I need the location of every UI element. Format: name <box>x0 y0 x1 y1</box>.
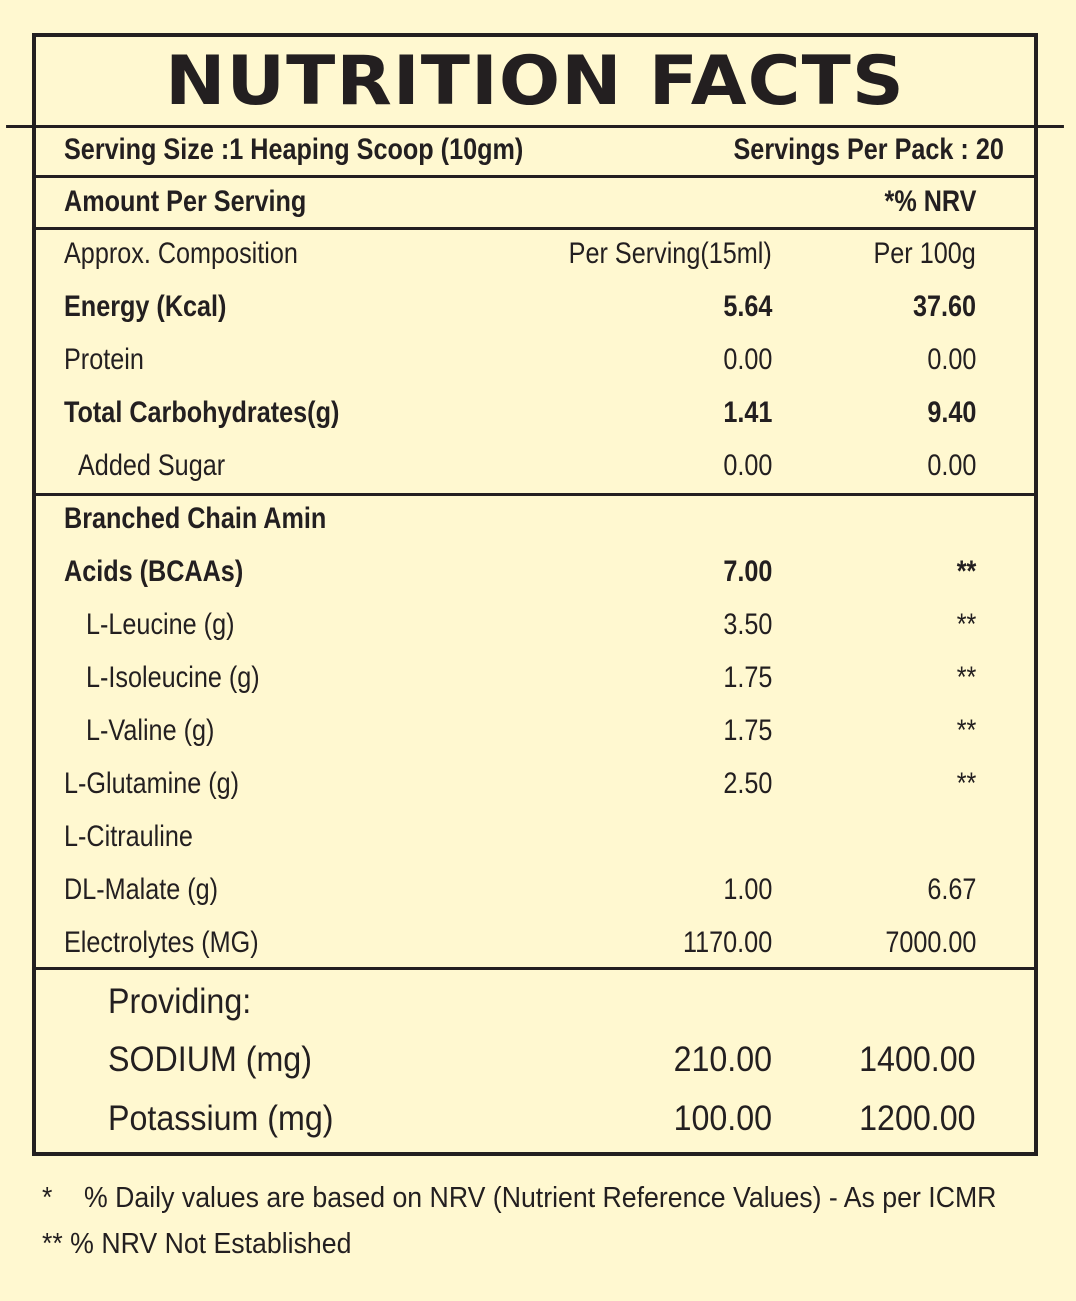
row-per-serving: 1.41 <box>722 396 772 429</box>
row-name: Acids (BCAAs) <box>64 555 244 588</box>
footnote-nrv-basis: % Daily values are based on NRV (Nutrient Reference Values) - As per ICMR <box>84 1182 997 1214</box>
column-header-per-serving: Per Serving(15ml) <box>568 237 772 270</box>
row-per-100g: 0.00 <box>926 343 976 376</box>
row-name: Potassium (mg) <box>108 1099 334 1138</box>
row-per-100g: 37.60 <box>912 290 976 323</box>
row-name: DL-Malate (g) <box>64 873 219 906</box>
row-name: L-Glutamine (g) <box>64 767 240 800</box>
providing-label: Providing: <box>108 982 252 1021</box>
row-per-100g: 0.00 <box>926 449 976 482</box>
row-per-100g: 7000.00 <box>884 926 976 959</box>
row-name: Total Carbohydrates(g) <box>64 396 340 429</box>
row-name: L-Isoleucine (g) <box>86 661 260 694</box>
row-per-serving: 1.75 <box>722 661 772 694</box>
row-per-100g: ** <box>956 555 976 588</box>
row-per-serving: 5.64 <box>722 290 772 323</box>
row-per-serving: 210.00 <box>673 1040 772 1079</box>
column-header-composition: Approx. Composition <box>64 237 298 270</box>
row-name: Energy (Kcal) <box>64 290 227 323</box>
row-per-100g: 6.67 <box>926 873 976 906</box>
nrv-header: *% NRV <box>884 185 976 218</box>
section-divider <box>36 493 1034 496</box>
row-name: Branched Chain Amin <box>64 502 327 535</box>
section-divider <box>36 967 1034 970</box>
serving-info-row <box>36 128 1034 178</box>
row-per-100g: ** <box>956 767 976 800</box>
footnote-star-mark: * <box>42 1182 53 1214</box>
row-per-serving: 1.75 <box>722 714 772 747</box>
row-name: L-Valine (g) <box>86 714 215 747</box>
row-per-serving: 2.50 <box>722 767 772 800</box>
row-per-serving: 0.00 <box>722 343 772 376</box>
row-per-serving: 1170.00 <box>682 926 772 959</box>
row-per-serving: 1.00 <box>722 873 772 906</box>
footnote-nrv-not-established: ** % NRV Not Established <box>42 1228 352 1260</box>
row-per-serving: 7.00 <box>722 555 772 588</box>
row-per-100g: ** <box>956 661 976 694</box>
row-per-serving: 0.00 <box>722 449 772 482</box>
row-per-100g: 1400.00 <box>859 1040 976 1079</box>
row-name: L-Citrauline <box>64 820 193 853</box>
row-name: L-Leucine (g) <box>86 608 235 641</box>
column-header-per-100g: Per 100g <box>873 237 976 270</box>
row-per-serving: 100.00 <box>673 1099 772 1138</box>
row-name: Electrolytes (MG) <box>64 926 259 959</box>
servings-per-pack: Servings Per Pack : 20 <box>733 133 1004 166</box>
row-name: Added Sugar <box>78 449 226 482</box>
amount-per-serving-label: Amount Per Serving <box>64 185 307 218</box>
serving-size: Serving Size :1 Heaping Scoop (10gm) <box>64 133 524 166</box>
row-per-100g: 1200.00 <box>859 1099 976 1138</box>
row-name: Protein <box>64 343 144 376</box>
row-per-100g: ** <box>956 714 976 747</box>
row-name: SODIUM (mg) <box>108 1040 312 1079</box>
nutrition-facts-title: NUTRITION FACTS <box>6 37 1064 128</box>
row-per-serving: 3.50 <box>722 608 772 641</box>
row-per-100g: 9.40 <box>926 396 976 429</box>
nutrition-facts-panel <box>32 33 1038 1156</box>
row-per-100g: ** <box>956 608 976 641</box>
amount-per-serving-row <box>36 178 1034 230</box>
